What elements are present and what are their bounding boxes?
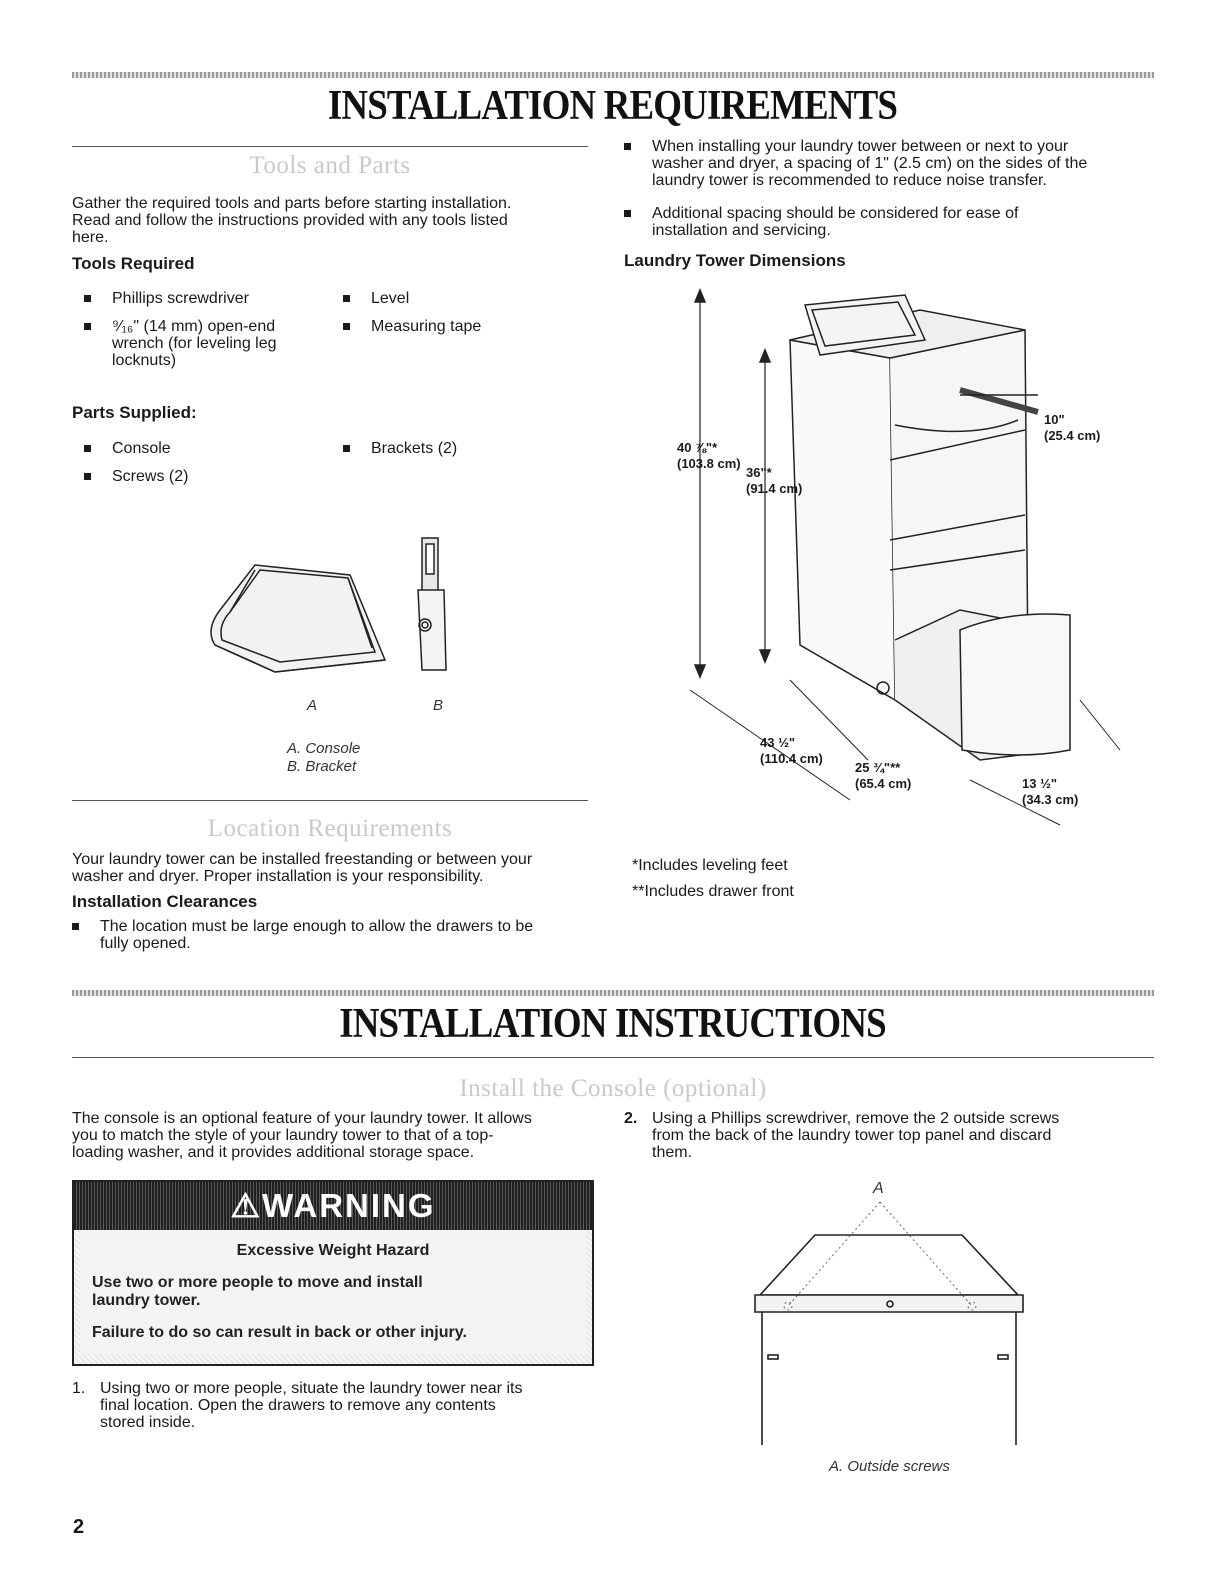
page-title: INSTALLATION REQUIREMENTS	[327, 83, 898, 129]
warning-title: ⚠WARNING	[230, 1187, 436, 1224]
clearances-label: Installation Clearances	[72, 892, 258, 911]
warning-line: Use two or more people to move and install	[92, 1274, 423, 1291]
list-item: ⁹⁄₁₆" (14 mm) open-end wrench (for leveling leg locknuts)	[84, 318, 344, 369]
dimensions-label: Laundry Tower Dimensions	[624, 251, 846, 270]
warning-line: laundry tower.	[92, 1292, 201, 1309]
parts-supplied-label: Parts Supplied:	[72, 403, 197, 422]
top-panel-screws-illustration	[740, 1200, 1030, 1450]
warning-box	[72, 1180, 594, 1366]
step-2-text: Using a Phillips screwdriver, remove the 2 outside screws from the back of the laundry tower top panel and discard them.	[652, 1110, 1060, 1161]
step-1-text: Using two or more people, situate the laundry tower near its final location. Open the drawers to remove any contents stored inside.	[100, 1380, 523, 1431]
step-2-number: 2.	[624, 1110, 638, 1127]
figure-caption: A. Outside screws	[829, 1458, 950, 1475]
figure-caption: A. Console B. Bracket	[287, 740, 361, 775]
tools-required-label: Tools Required	[72, 254, 195, 273]
dim-40-7-8: 40 ⅞"* (103.8 cm)	[677, 440, 741, 471]
section-rule	[72, 800, 588, 801]
list-item: Brackets (2)	[343, 440, 543, 457]
figure-label-b: B	[433, 697, 444, 714]
list-item: The location must be large enough to allow the drawers to be fully opened.	[72, 918, 602, 952]
warning-hazard: Excessive Weight Hazard	[236, 1242, 430, 1259]
dim-43-1-2: 43 ½" (110.4 cm)	[760, 735, 823, 766]
figure-label-a: A	[873, 1180, 884, 1197]
list-item: Screws (2)	[84, 468, 304, 485]
warning-header	[74, 1182, 592, 1230]
dim-13-1-2: 13 ½" (34.3 cm)	[1022, 776, 1079, 807]
page-number: 2	[73, 1516, 85, 1538]
list-item: Additional spacing should be considered for ease of installation and servicing.	[624, 205, 1154, 239]
list-item: When installing your laundry tower between or next to your washer and dryer, a spacing of 1" (2.5 cm) on the sides of the laundry tower is recommended to reduce noise transfer.	[624, 138, 1154, 189]
dimension-notes: *Includes leveling feet **Includes drawer front	[632, 857, 794, 900]
dim-36: 36"* (91.4 cm)	[746, 465, 803, 496]
list-item: Console	[84, 440, 304, 457]
laundry-tower-dimensions-diagram	[640, 280, 1160, 840]
step-1-number: 1.	[72, 1380, 86, 1397]
console-intro: The console is an optional feature of your laundry tower. It allows you to match the style of your laundry tower to that of a top- loading washer, and it provides additional storage space.	[72, 1110, 532, 1161]
figure-label-a: A	[307, 697, 318, 714]
top-rule	[72, 72, 1154, 78]
middle-rule	[72, 990, 1154, 996]
console-bracket-illustration	[200, 530, 470, 680]
warning-line: Failure to do so can result in back or other injury.	[92, 1324, 467, 1341]
list-item: Measuring tape	[343, 318, 543, 335]
section-heading-console: Install the Console (optional)	[459, 1075, 767, 1102]
tools-intro: Gather the required tools and parts before starting installation. Read and follow the instructions provided with any tools listed here.	[72, 195, 512, 246]
section-rule	[72, 1057, 1154, 1058]
instructions-title: INSTALLATION INSTRUCTIONS	[339, 1001, 886, 1047]
section-rule	[72, 146, 588, 147]
dim-10: 10" (25.4 cm)	[1044, 412, 1101, 443]
section-heading-tools: Tools and Parts	[249, 152, 411, 179]
list-item: Level	[343, 290, 543, 307]
section-heading-location: Location Requirements	[207, 815, 453, 842]
dim-25-3-4: 25 ¾"** (65.4 cm)	[855, 760, 912, 791]
location-intro: Your laundry tower can be installed freestanding or between your washer and dryer. Proper installation is your responsibility.	[72, 851, 533, 885]
list-item: Phillips screwdriver	[84, 290, 344, 307]
